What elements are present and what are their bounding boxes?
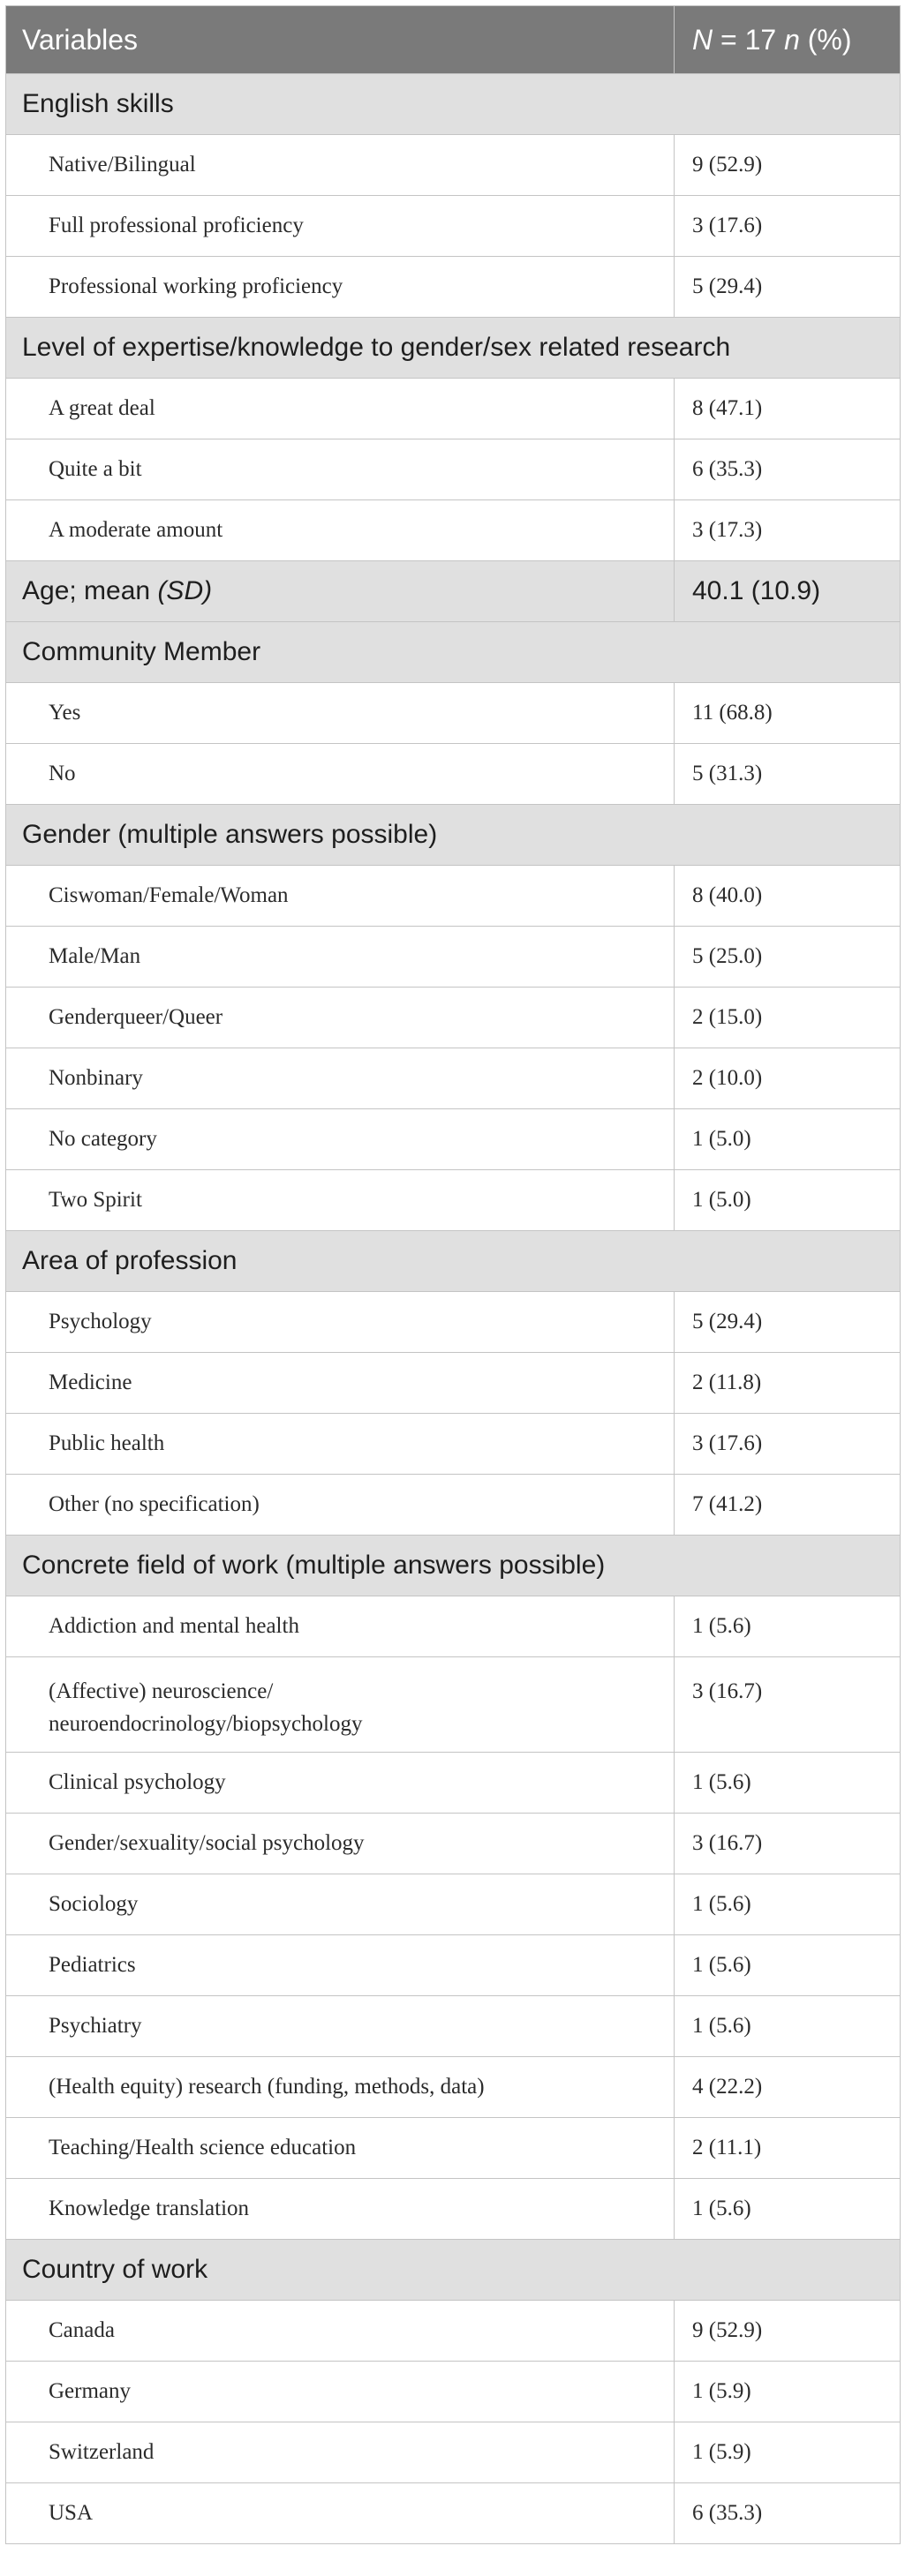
header-n: N xyxy=(692,23,713,56)
row-value: 7 (41.2) xyxy=(675,1475,901,1536)
row-value: 1 (5.6) xyxy=(675,1996,901,2057)
table-row xyxy=(6,683,901,744)
table-row xyxy=(6,1414,901,1475)
row-value: 2 (11.8) xyxy=(675,1353,901,1414)
section-title: Area of profession xyxy=(6,1231,901,1292)
row-label: Germany xyxy=(6,2362,675,2422)
table-row xyxy=(6,2362,901,2422)
section-title: Concrete field of work (multiple answers possible) xyxy=(6,1536,901,1596)
table-row xyxy=(6,1170,901,1231)
row-value: 1 (5.6) xyxy=(675,1753,901,1814)
section-expertise xyxy=(6,318,901,379)
table-row xyxy=(6,1935,901,1996)
row-value: 2 (10.0) xyxy=(675,1048,901,1109)
row-label: Professional working proficiency xyxy=(6,257,675,318)
table-row xyxy=(6,1814,901,1874)
table-row xyxy=(6,439,901,500)
header-n-percent xyxy=(675,6,901,74)
section-area-of-profession xyxy=(6,1231,901,1292)
row-label: USA xyxy=(6,2483,675,2544)
row-value: 1 (5.0) xyxy=(675,1170,901,1231)
row-value: 1 (5.6) xyxy=(675,2179,901,2240)
table-header-row xyxy=(6,6,901,74)
header-variables: Variables xyxy=(6,6,675,74)
row-label: Pediatrics xyxy=(6,1935,675,1996)
row-value: 6 (35.3) xyxy=(675,439,901,500)
row-value: 3 (17.6) xyxy=(675,196,901,257)
table-row xyxy=(6,1996,901,2057)
row-value: 8 (47.1) xyxy=(675,379,901,439)
table-row xyxy=(6,2483,901,2544)
table-row xyxy=(6,500,901,561)
table-row xyxy=(6,379,901,439)
row-label: Yes xyxy=(6,683,675,744)
age-value: 40.1 (10.9) xyxy=(675,561,901,622)
row-label: No category xyxy=(6,1109,675,1170)
row-value: 1 (5.6) xyxy=(675,1935,901,1996)
row-label: Clinical psychology xyxy=(6,1753,675,1814)
table-row xyxy=(6,866,901,927)
section-title: Gender (multiple answers possible) xyxy=(6,805,901,866)
table-row xyxy=(6,2179,901,2240)
row-label-line: (Affective) neuroscience/ xyxy=(49,1679,274,1703)
section-age xyxy=(6,561,901,622)
section-title: Country of work xyxy=(6,2240,901,2301)
row-label: Teaching/Health science education xyxy=(6,2118,675,2179)
table-row xyxy=(6,135,901,196)
table-row xyxy=(6,1292,901,1353)
table-row xyxy=(6,2118,901,2179)
row-label xyxy=(6,1657,675,1753)
row-label: Medicine xyxy=(6,1353,675,1414)
row-value: 1 (5.0) xyxy=(675,1109,901,1170)
row-value: 1 (5.6) xyxy=(675,1874,901,1935)
table-row xyxy=(6,257,901,318)
header-n-small: n xyxy=(784,23,800,56)
row-value: 3 (16.7) xyxy=(675,1657,901,1753)
table-row xyxy=(6,1109,901,1170)
row-label: Male/Man xyxy=(6,927,675,988)
row-value: 1 (5.9) xyxy=(675,2422,901,2483)
table-row xyxy=(6,1657,901,1753)
row-label-line: neuroendocrinology/biopsychology xyxy=(49,1712,363,1736)
row-value: 3 (16.7) xyxy=(675,1814,901,1874)
row-value: 9 (52.9) xyxy=(675,2301,901,2362)
table-row xyxy=(6,1596,901,1657)
section-title: Community Member xyxy=(6,622,901,683)
section-english-skills xyxy=(6,74,901,135)
row-label: (Health equity) research (funding, methods, data) xyxy=(6,2057,675,2118)
header-n-eq: = 17 xyxy=(713,23,785,56)
row-label: Sociology xyxy=(6,1874,675,1935)
section-field-of-work xyxy=(6,1536,901,1596)
row-label: A great deal xyxy=(6,379,675,439)
row-label: Knowledge translation xyxy=(6,2179,675,2240)
table-row xyxy=(6,1874,901,1935)
table-row xyxy=(6,988,901,1048)
row-value: 2 (15.0) xyxy=(675,988,901,1048)
table-row xyxy=(6,2422,901,2483)
age-title-sd: (SD) xyxy=(157,576,213,605)
row-value: 1 (5.6) xyxy=(675,1596,901,1657)
row-label: Addiction and mental health xyxy=(6,1596,675,1657)
section-country-of-work xyxy=(6,2240,901,2301)
row-label: Two Spirit xyxy=(6,1170,675,1231)
row-value: 5 (29.4) xyxy=(675,1292,901,1353)
row-label: Ciswoman/Female/Woman xyxy=(6,866,675,927)
section-title: Level of expertise/knowledge to gender/sex related research xyxy=(6,318,901,379)
row-value: 8 (40.0) xyxy=(675,866,901,927)
row-label: Switzerland xyxy=(6,2422,675,2483)
row-value: 2 (11.1) xyxy=(675,2118,901,2179)
section-title: English skills xyxy=(6,74,901,135)
demographics-table xyxy=(5,5,901,2544)
section-community-member xyxy=(6,622,901,683)
row-value: 1 (5.9) xyxy=(675,2362,901,2422)
row-value: 6 (35.3) xyxy=(675,2483,901,2544)
table-row xyxy=(6,2301,901,2362)
row-value: 5 (31.3) xyxy=(675,744,901,805)
table-row xyxy=(6,927,901,988)
age-title-main: Age; mean xyxy=(22,576,158,605)
section-gender xyxy=(6,805,901,866)
row-label: No xyxy=(6,744,675,805)
row-label: A moderate amount xyxy=(6,500,675,561)
row-label: Full professional proficiency xyxy=(6,196,675,257)
row-label: Psychology xyxy=(6,1292,675,1353)
table-row xyxy=(6,1753,901,1814)
row-label: Genderqueer/Queer xyxy=(6,988,675,1048)
row-value: 4 (22.2) xyxy=(675,2057,901,2118)
row-value: 5 (29.4) xyxy=(675,257,901,318)
row-value: 9 (52.9) xyxy=(675,135,901,196)
row-label: Quite a bit xyxy=(6,439,675,500)
section-title xyxy=(6,561,675,622)
row-label: Gender/sexuality/social psychology xyxy=(6,1814,675,1874)
table-row xyxy=(6,1048,901,1109)
table-row xyxy=(6,2057,901,2118)
row-label: Native/Bilingual xyxy=(6,135,675,196)
row-value: 11 (68.8) xyxy=(675,683,901,744)
header-pct: (%) xyxy=(799,23,852,56)
row-label: Nonbinary xyxy=(6,1048,675,1109)
table-row xyxy=(6,1475,901,1536)
row-label: Other (no specification) xyxy=(6,1475,675,1536)
table-row xyxy=(6,1353,901,1414)
row-label: Psychiatry xyxy=(6,1996,675,2057)
table-row xyxy=(6,196,901,257)
row-value: 3 (17.3) xyxy=(675,500,901,561)
row-value: 3 (17.6) xyxy=(675,1414,901,1475)
table-row xyxy=(6,744,901,805)
row-label: Public health xyxy=(6,1414,675,1475)
row-value: 5 (25.0) xyxy=(675,927,901,988)
row-label: Canada xyxy=(6,2301,675,2362)
